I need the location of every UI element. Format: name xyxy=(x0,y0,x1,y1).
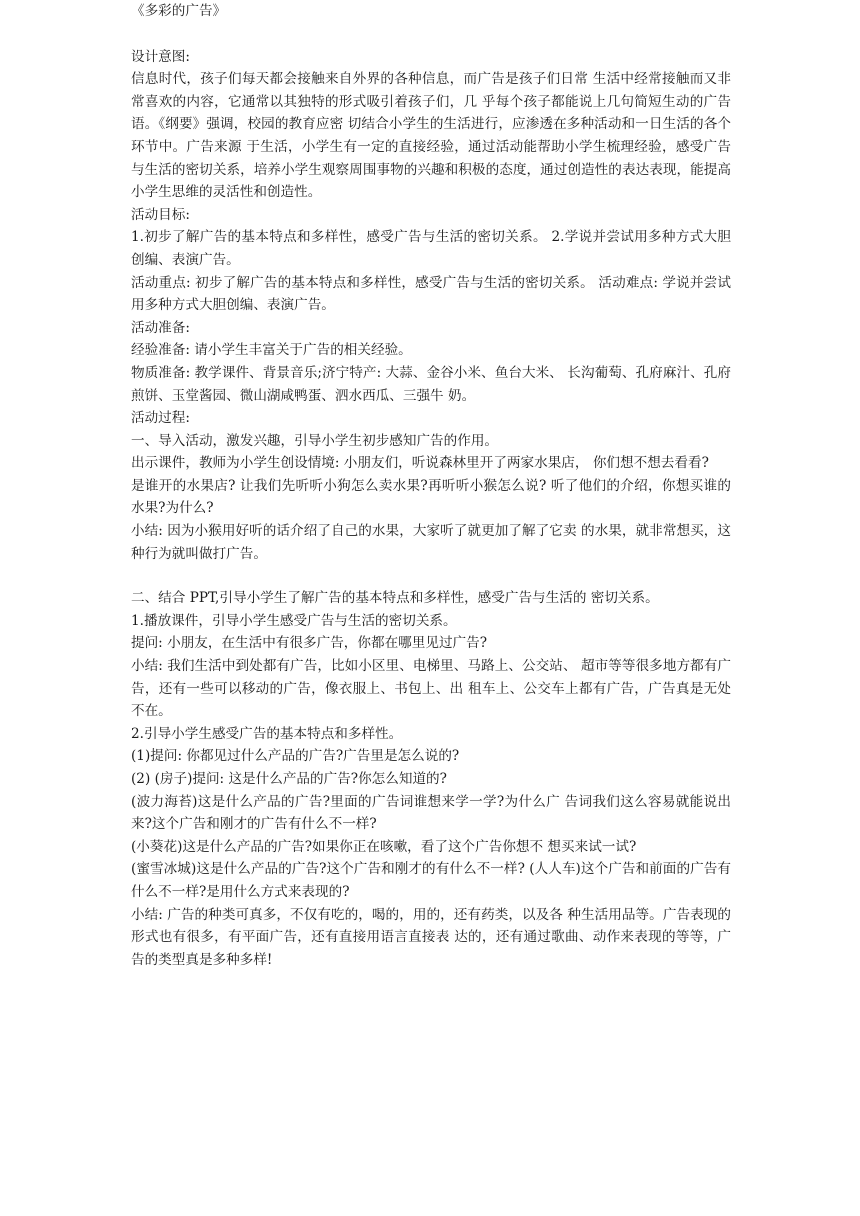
paragraph: 设计意图: xyxy=(131,48,190,65)
spacer xyxy=(131,565,731,587)
section-two xyxy=(131,587,731,971)
paragraph: 小结: 因为小猴用好听的话介绍了自己的水果，大家听了就更加了解了它卖 的水果，就非常想买，这种行为就叫做打广告。 xyxy=(131,523,731,562)
paragraph: 活动过程: xyxy=(131,410,190,427)
paragraph: 提问: 小朋友，在生活中有很多广告，你都在哪里见过广告? xyxy=(131,635,488,652)
document-page xyxy=(131,0,731,971)
paragraph: 活动目标: xyxy=(131,206,190,223)
paragraph: (1)提问: 你都见过什么产品的广告?广告里是怎么说的? xyxy=(131,748,460,765)
paragraph: 一、导入活动，激发兴趣，引导小学生初步感知广告的作用。 xyxy=(131,432,499,449)
paragraph: 2.引导小学生感受广告的基本特点和多样性。 xyxy=(131,725,403,742)
paragraph: (小葵花)这是什么产品的广告?如果你正在咳嗽，看了这个广告你想不 想买来试一试? xyxy=(131,838,637,855)
paragraph: 信息时代，孩子们每天都会接触来自外界的各种信息，而广告是孩子们日常 生活中经常接触而又非常喜欢的内容，它通常以其独特的形式吸引着孩子们，几 乎每个孩子都能说上几句简短生动的广告语。《纲要》强调，校园的教育应密 切结合小学生的生活进行，应渗透在多种活动和一日生活的各个环节中。广告来源 于生活，小学生有一定的直接经验，通过活动能帮助小学生梳理经验，感受广告与生活的密切关系，培养小学生观察周围事物的兴趣和积极的态度，通过创造性的表达表现，能提高小学生思维的灵活性和创造性。 xyxy=(131,71,731,201)
paragraph: 经验准备: 请小学生丰富关于广告的相关经验。 xyxy=(131,342,412,359)
paragraph: 小结: 我们生活中到处都有广告，比如小区里、电梯里、马路上、公交站、 超市等等很多地方都有广告，还有一些可以移动的广告，像衣服上、书包上、出 租车上、公交车上都有广告，广告真是无处不在。 xyxy=(131,658,731,720)
paragraph: (蜜雪冰城)这是什么产品的广告?这个广告和刚才的有什么不一样? (人人车)这个广告和前面的广告有什么不一样?是用什么方式来表现的? xyxy=(131,861,731,900)
paragraph: 活动准备: xyxy=(131,319,190,336)
paragraph: (波力海苔)这是什么产品的广告?里面的广告词谁想来学一学?为什么广 告词我们这么容易就能说出来?这个广告和刚才的广告有什么不一样? xyxy=(131,793,731,833)
paragraph: 物质准备: 教学课件、背景音乐;济宁特产: 大蒜、金谷小米、鱼台大米、 长沟葡萄、孔府麻汁、孔府煎饼、玉堂酱园、微山湖咸鸭蛋、泗水西瓜、三强牛 奶。 xyxy=(131,364,731,404)
spacer xyxy=(131,23,731,46)
paragraph: 是谁开的水果店? 让我们先听听小狗怎么卖水果?再听听小猴怎么说? 听了他们的介绍，你想买谁的水果?为什么? xyxy=(131,477,731,517)
paragraph: (2) (房子)提问: 这是什么产品的广告?你怎么知道的? xyxy=(131,771,447,787)
paragraph: 1.播放课件，引导小学生感受广告与生活的密切关系。 xyxy=(131,612,457,629)
document-title: 《多彩的广告》 xyxy=(131,3,227,19)
paragraph: 出示课件，教师为小学生创设情境: 小朋友们，听说森林里开了两家水果店， 你们想不想去看看? xyxy=(131,455,709,472)
paragraph: 活动重点: 初步了解广告的基本特点和多样性，感受广告与生活的密切关系。 活动难点: 学说并尝试用多种方式大胆创编、表演广告。 xyxy=(131,274,731,314)
section-one xyxy=(131,46,731,566)
paragraph: 1.初步了解广告的基本特点和多样性，感受广告与生活的密切关系。 2.学说并尝试用多种方式大胆创编、表演广告。 xyxy=(131,229,731,268)
paragraph: 小结: 广告的种类可真多，不仅有吃的，喝的，用的，还有药类，以及各 种生活用品等。广告表现的形式也有很多，有平面广告，还有直接用语言直接表 达的，还有通过歌曲、动作来表现的等等，广告的类型真是多种多样! xyxy=(131,906,731,968)
paragraph: 二、结合 PPT,引导小学生了解广告的基本特点和多样性，感受广告与生活的 密切关系。 xyxy=(131,590,659,607)
